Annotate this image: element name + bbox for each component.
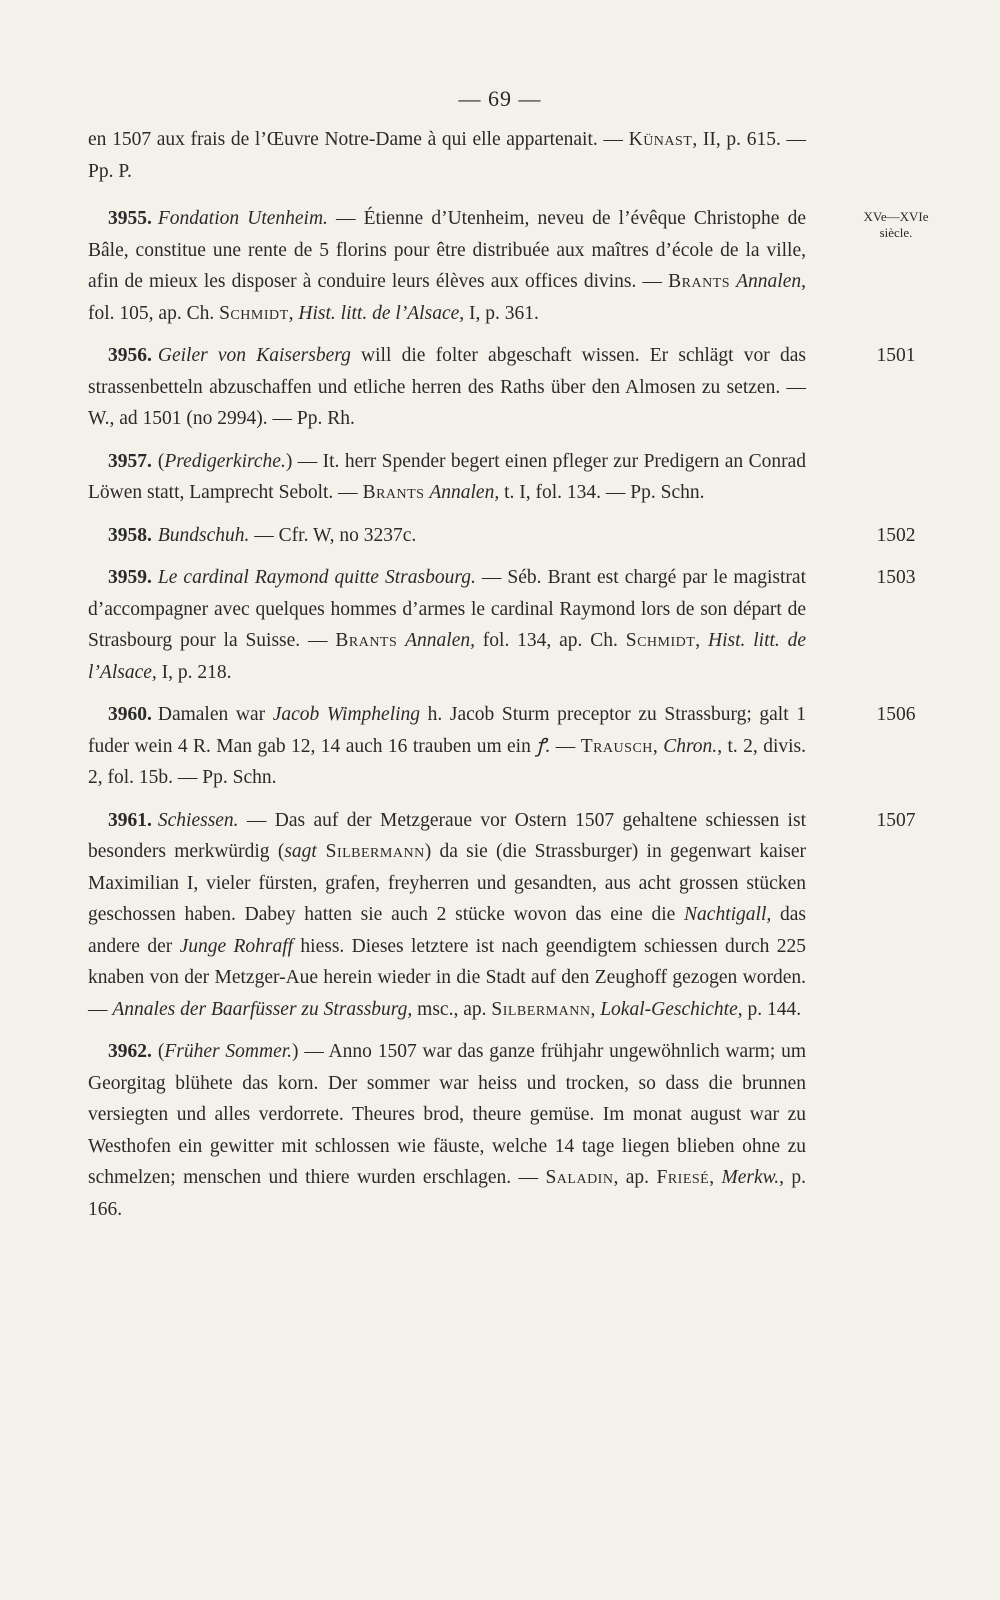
entry-3961: 1507 3961. Schiessen. — Das auf der Metzgeraue vor Ostern 1507 gehaltene schiessen ist besonders merkwürdig (sagt Silbermann) da sie (die Strassburger) in gegenwart kaiser Maximilian I, vieler fürsten, grafen, freyherren und gesandten, aus acht grossen stücken geschossen haben. Dabey hatten sie auch 2 stücke wovon das eine die Nachtigall, das andere der Junge Rohraff hiess. Dieses letztere ist nach geendigtem schiessen durch 225 knaben von der Metzger-Aue herein wieder in die Stadt auf den Zeughoff gezogen worden. — Annales der Baarfüsser zu Strassburg, msc., ap. Silbermann, Lokal-Geschichte, p. 144.: [88, 805, 806, 1026]
margin-date: 1503: [876, 567, 916, 588]
margin-date: 1502: [876, 524, 916, 546]
currency-symbol: ꝭ.: [536, 735, 551, 757]
continued-paragraph: en 1507 aux frais de l’Œuvre Notre-Dame à qui elle appartenait. — Künast, II, p. 615. — Pp. P.: [88, 129, 806, 182]
margin-date: 1501: [876, 345, 916, 366]
entry-3960: 1506 3960. Damalen war Jacob Wimpheling h. Jacob Sturm preceptor zu Strassburg; galt 1 fuder wein 4 R. Man gab 12, 14 auch 16 trauben um ein ꝭ. — Trausch, Chron., t. 2, divis. 2, fol. 15b. — Pp. Schn.: [88, 699, 806, 794]
entry-3956: 1501 3956. Geiler von Kaisersberg will die folter abgeschaft wissen. Er schlägt vor das strassenbetteln abzuschaffen und etliche herren des Raths über den Almosen zu setzen. — W., ad 1501 (no 2994). — Pp. Rh.: [88, 340, 806, 435]
entry-3955: XVe—XVIe siècle. 3955. Fondation Utenheim. — Étienne d’Utenheim, neveu de l’évêque Christophe de Bâle, constitue une rente de 5 florins pour être distribuée aux maîtres d’école de la ville, afin de mieux les disposer à conduire leurs élèves aux offices divins. — Brants Annalen, fol. 105, ap. Ch. Schmidt, Hist. litt. de l’Alsace, I, p. 361.: [88, 203, 806, 329]
margin-date: XVe—XVIe siècle.: [863, 209, 929, 240]
entry-3959: 1503 3959. Le cardinal Raymond quitte Strasbourg. — Séb. Brant est chargé par le magistrat d’accompagner avec quelques hommes d’armes le cardinal Raymond lors de son départ de Strasbourg pour la Suisse. — Brants Annalen, fol. 134, ap. Ch. Schmidt, Hist. litt. de l’Alsace, I, p. 218.: [88, 562, 806, 688]
page-number: — 69 —: [458, 86, 542, 111]
entry-3962: 3962. (Früher Sommer.) — Anno 1507 war das ganze frühjahr ungewöhnlich warm; um Georgitag blühete das korn. Der sommer war heiss und trocken, so dass die brunnen versiegten und alles verdorrete. Theures brod, theure gemüse. Im monat august war zu Westhofen ein gewitter mit schlossen wie fäuste, welche 14 tage liegen blieben ohne zu schmelzen; menschen und thiere wurden erschlagen. — Saladin, ap. Friesé, Merkw., p. 166.: [88, 1041, 807, 1220]
entry-3958: 1502 3958. Bundschuh. — Cfr. W, no 3237c.: [88, 520, 806, 552]
document-body: [88, 124, 929, 1236]
margin-date: 1506: [876, 704, 916, 725]
margin-date: 1507: [876, 809, 916, 831]
entry-3957: 3957. (Predigerkirche.) — It. herr Spender begert einen pfleger zur Predigern an Conrad Löwen statt, Lamprecht Sebolt. — Brants Annalen, t. I, fol. 134. — Pp. Schn.: [88, 450, 806, 503]
